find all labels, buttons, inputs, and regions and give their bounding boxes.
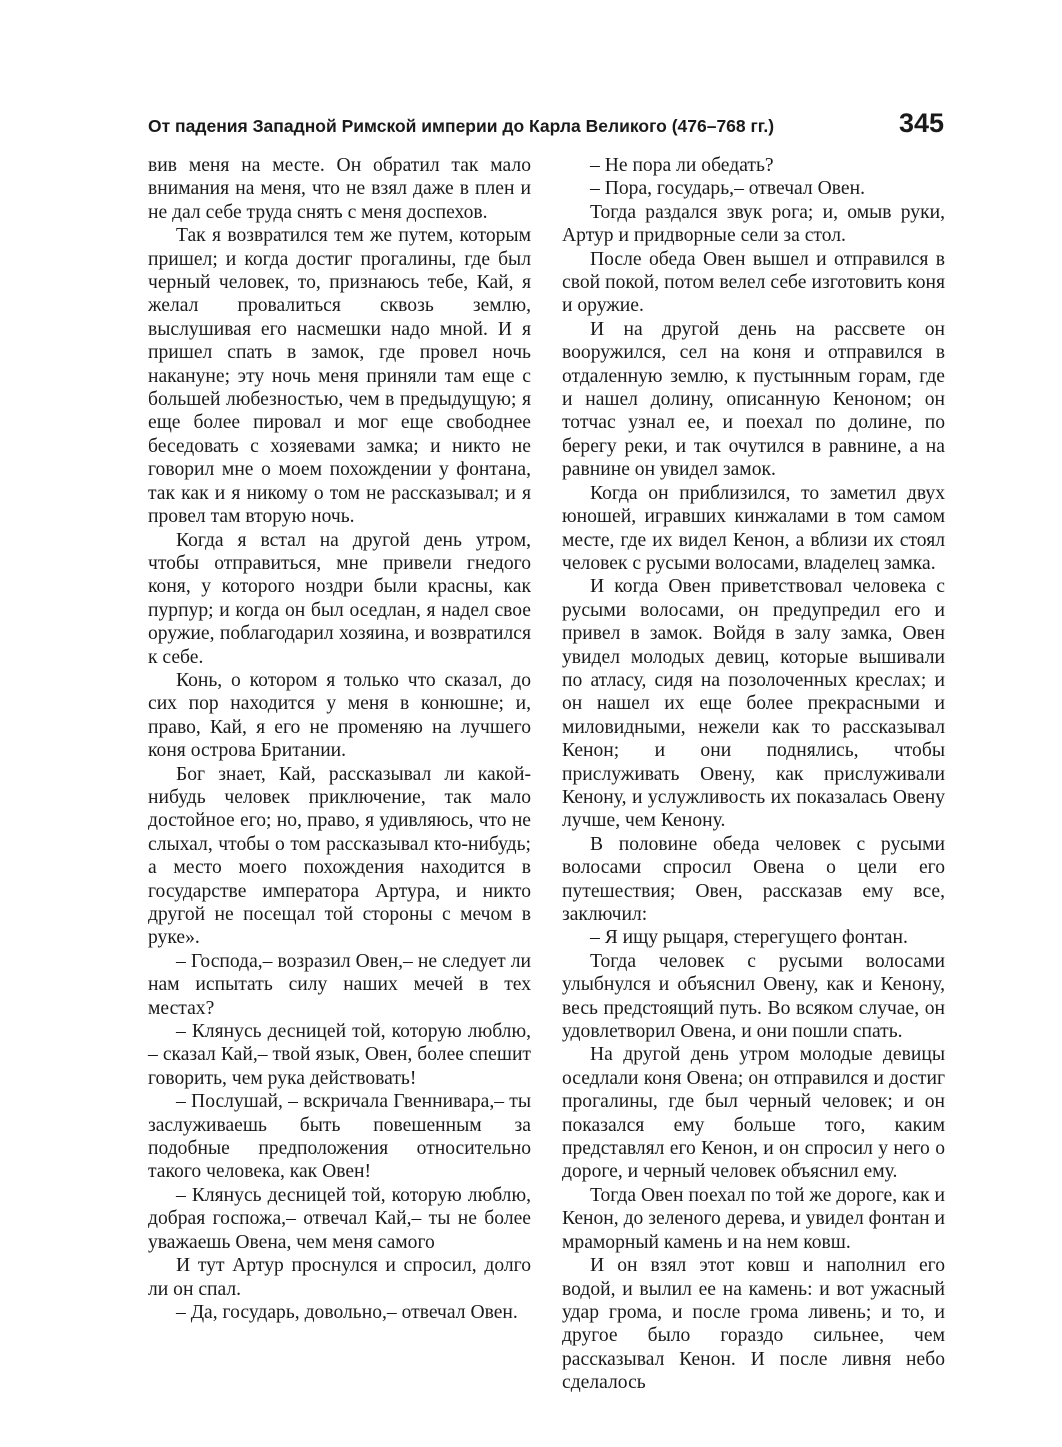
paragraph: Так я возвратился тем же путем, которым пришел; и когда достиг прогалины, где был черный человек, то, признаюсь тебе, Кай, я желал провалиться сквозь землю, выслушивая его насмешки надо мной. И я пришел спать в замок, где провел ночь накануне; эту ночь меня приняли там еще с большей любезностью, чем в предыдущую; я еще более пировал и мог еще свободнее беседовать с хозяевами замка; и никто не говорил мне о моем похождении у фонтана, так как и я никому о том не рассказывал; и я провел там вторую ночь. [148,225,531,528]
page-number: 345 [898,108,944,138]
paragraph: – Клянусь десницей той, которую люблю, – сказал Кай,– твой язык, Овен, более спешит говорить, чем рука действовать! [148,1021,531,1089]
left-column [148,154,531,1324]
right-column [562,154,945,1395]
paragraph: вив меня на месте. Он обратил так мало внимания на меня, что не взял даже в плен и не дал себе труда снять с меня доспехов. [148,155,531,223]
paragraph: В половине обеда человек с русыми волосами спросил Овена о цели его путешествия; Овен, рассказав ему все, заключил: [562,833,945,925]
paragraph: И он взял этот ковш и наполнил его водой, и вылил ее на камень: и вот ужасный удар грома, и после грома ливень; и то, и другое было гораздо сильнее, чем рассказывал Кенон. И после ливня небо сделалось [562,1255,945,1394]
paragraph: – Пора, государь,– отвечал Овен. [590,178,865,200]
paragraph: Тогда Овен поехал по той же дороге, как и Кенон, до зеленого дерева, и увидел фонтан и мраморный камень и на нем ковш. [562,1184,945,1253]
paragraph: Тогда человек с русыми волосами улыбнулся и объяснил Овену, как и Кенону, весь предстоящий путь. Во всяком случае, он удовлетворил Овена, и они пошли спать. [562,950,945,1043]
paragraph: Когда он приблизился, то заметил двух юношей, игравших кинжалами в том самом месте, где их видел Кенон, а вблизи их стоял человек с русыми волосами, владелец замка. [562,482,945,574]
paragraph: И на другой день на рассвете он вооружился, сел на коня и отправился в отдаленную землю, к пустынным горам, где и нашел долину, описанную Кеноном; он тотчас узнал ее, и поехал по долине, по берегу реки, и так очутился в равнине, а на равнине он увидел замок. [562,318,945,481]
paragraph: – Клянусь десницей той, которую люблю, добрая госпожа,– отвечал Кай,– ты не более уважаешь Овена, чем меня самого [148,1184,531,1253]
paragraph: На другой день утром молодые девицы оседлали коня Овена; он отправился и достиг прогалины, где был черный человек; и он показался ему больше того, каким представлял его Кенон, и он спросил у него о дороге, и черный человек объяснил ему. [562,1044,945,1183]
paragraph: – Я ищу рыцаря, стерегущего фонтан. [590,927,908,949]
paragraph: После обеда Овен вышел и отправился в свой покой, потом велел себе изготовить коня и оружие. [562,248,945,317]
paragraph: Когда я встал на другой день утром, чтобы отправиться, мне привели гнедого коня, у которого ноздри были красны, как пурпур; и когда он был оседлан, я надел свое оружие, поблагодарил хозяина, и возвратился к себе. [148,529,531,668]
paragraph: Тогда раздался звук рога; и, омыв руки, Артур и придворные сели за стол. [562,201,945,247]
paragraph: – Да, государь, довольно,– отвечал Овен. [176,1301,518,1323]
paragraph: И тут Артур проснулся и спросил, долго ли он спал. [148,1255,531,1300]
paragraph: И когда Овен приветствовал человека с русыми волосами, он предупредил его и привел в замок. Войдя в залу замка, Овен увидел молодых девиц, которые вышивали по атласу, сидя на позолоченных креслах; и он нашел их еще более прекрасными и миловидными, нежели как то рассказывал Кенон; и они поднялись, чтобы прислуживать Овену, как прислуживали Кенону, и услужливость их показалась Овену лучше, чем Кенону. [562,576,945,832]
paragraph: Бог знает, Кай, рассказывал ли какой-нибудь человек приключение, так мало достойное его; но, право, я удивляюсь, что не слыхал, чтобы о том рассказывал кто-нибудь; а место моего похождения находится в государстве императора Артура, и никто другой не посещал той стороны с мечом в руке». [148,763,531,949]
paragraph: – Послушай, – вскричала Гвеннивара,– ты заслуживаешь быть повешенным за подобные предположения относительно такого человека, как Овен! [148,1091,531,1183]
paragraph: – Не пора ли обедать? [590,155,774,176]
paragraph: – Господа,– возразил Овен,– не следует ли нам испытать силу наших мечей в тех местах? [148,950,531,1019]
paragraph: Конь, о котором я только что сказал, до сих пор находится у меня в конюшне; и, право, Кай, я его не променяю на лучшего коня острова Британии. [148,669,531,762]
running-title: От падения Западной Римской империи до Карла Великого (476–768 гг.) [148,116,775,136]
running-header [148,108,944,146]
